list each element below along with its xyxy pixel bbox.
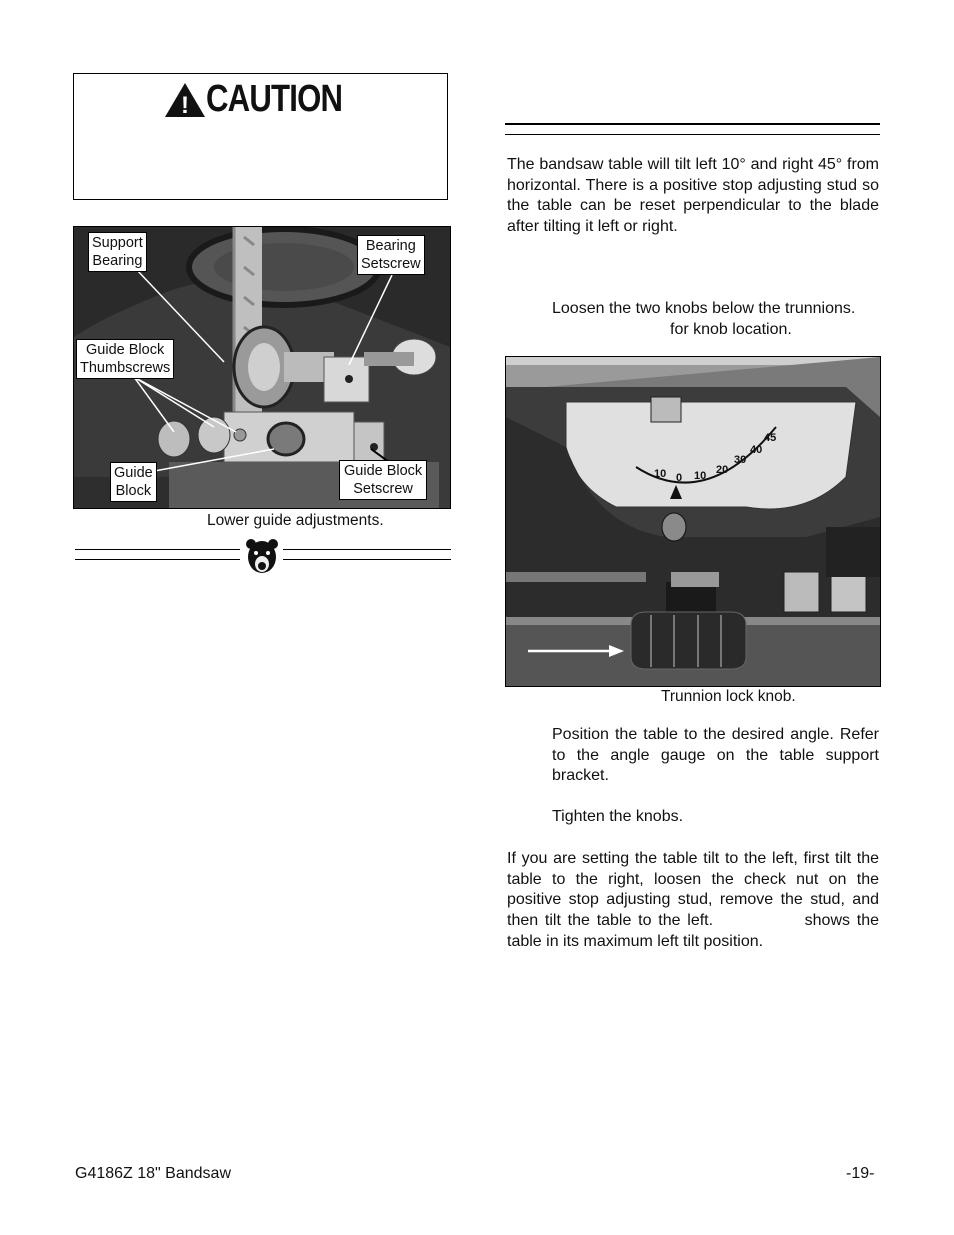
gauge-mark-left-10: 10 — [654, 468, 667, 480]
step-2-paragraph: Position the table to the desired angle. Refer to the angle gauge on the table support bracket. — [552, 726, 879, 785]
warning-triangle-icon — [164, 82, 206, 118]
left-tilt-text-3: table in its maximum left tilt position. — [507, 932, 764, 950]
caution-title: CAUTION — [206, 78, 343, 120]
left-tilt-text-2: shows the — [804, 912, 880, 930]
gauge-mark-0: 0 — [676, 472, 683, 484]
step-3-paragraph: Tighten the knobs. — [552, 808, 684, 825]
figure-caption-left: Lower guide adjustments. — [207, 512, 384, 529]
step-1-line-1: Loosen the two knobs below the trunnions. — [552, 300, 856, 317]
intro-paragraph: The bandsaw table will tilt left 10° and right 45° from horizontal. There is a positive stop adjusting stud so the table can be reset perpendicular to the blade after tilting it left or right. — [507, 156, 879, 236]
warning-symbol: ! — [181, 91, 189, 118]
left-tilt-text-1: If you are setting the table tilt to the left, first tilt the table to the right, loosen the check nut on the positive stop adjusting stud, remove the stud, and then tilt the table to the left. — [507, 850, 879, 930]
section-rule-bottom — [505, 134, 880, 135]
gauge-mark-45: 45 — [764, 432, 777, 444]
caution-header — [164, 78, 372, 121]
label-guide-block-thumbscrews: Guide Block Thumbscrews — [76, 339, 174, 379]
bear-logo-icon — [244, 537, 280, 575]
step-1-line-2: for knob location. — [670, 321, 792, 338]
left-tilt-paragraph — [507, 849, 879, 953]
label-bearing-setscrew: Bearing Setscrew — [357, 235, 425, 275]
section-rule-top — [505, 123, 880, 125]
trunnion-photo — [505, 356, 881, 687]
lower-guide-photo — [73, 226, 451, 509]
label-guide-block: Guide Block — [110, 462, 157, 502]
label-support-bearing: Support Bearing — [88, 232, 147, 272]
gauge-mark-10: 10 — [694, 470, 707, 482]
footer-page-number: -19- — [846, 1165, 875, 1182]
label-guide-block-setscrew: Guide Block Setscrew — [339, 460, 427, 500]
footer-model: G4186Z 18" Bandsaw — [75, 1165, 231, 1182]
figure-caption-right: Trunnion lock knob. — [661, 688, 796, 705]
gauge-mark-40: 40 — [750, 444, 763, 456]
gauge-mark-30: 30 — [734, 454, 747, 466]
caution-box — [73, 73, 448, 200]
gauge-mark-20: 20 — [716, 464, 729, 476]
